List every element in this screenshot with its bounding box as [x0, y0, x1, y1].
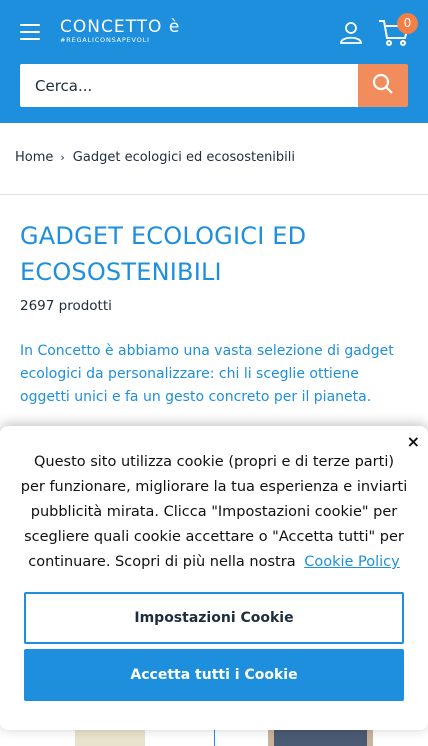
product-count: 2697 prodotti: [20, 298, 112, 314]
breadcrumb-bar: [0, 123, 428, 195]
breadcrumb-home[interactable]: Home: [15, 150, 54, 165]
logo-brand: CONCETTO è: [60, 17, 181, 37]
search-input[interactable]: [20, 64, 358, 107]
collection-description: In Concetto è abbiamo una vasta selezione di gadget ecologici da personalizzare: chi li sceglie ottiene oggetti unici e fa un gesto concreto per il pianeta.: [20, 343, 394, 405]
cookie-settings-button[interactable]: Impostazioni Cookie: [24, 592, 404, 644]
cookie-banner: [0, 426, 428, 730]
breadcrumb-current: Gadget ecologici ed ecosostenibili: [72, 150, 296, 165]
breadcrumb: [15, 150, 295, 165]
cart-count-badge: 0: [397, 13, 418, 34]
accept-cookies-button[interactable]: Accetta tutti i Cookie: [24, 649, 404, 701]
chevron-right-icon: ›: [60, 151, 65, 164]
account-icon[interactable]: [339, 20, 363, 44]
close-icon[interactable]: ×: [406, 432, 420, 451]
logo-tagline: #REGALICONSAPEVOLI: [60, 36, 150, 44]
page-title: GADGET ECOLOGICI ED ECOSOSTENIBILI: [20, 222, 307, 286]
search-button[interactable]: [358, 64, 408, 107]
search-bar: [20, 64, 408, 107]
cookie-text: [20, 450, 408, 575]
menu-icon[interactable]: [20, 24, 40, 40]
cookie-policy-link[interactable]: Cookie Policy: [304, 554, 400, 570]
logo[interactable]: [60, 18, 180, 45]
header-bar: [0, 0, 428, 123]
search-icon: [372, 73, 394, 95]
cookie-message: Questo sito utilizza cookie (propri e di terze parti) per funzionare, migliorare la tua esperienza e inviarti pubblicità mirata. Clicca "Impostazioni cookie" per scegliere quali cookie accettare o "Accetta tutti" per continuare. Scopri di più nella nostra: [20, 454, 408, 570]
